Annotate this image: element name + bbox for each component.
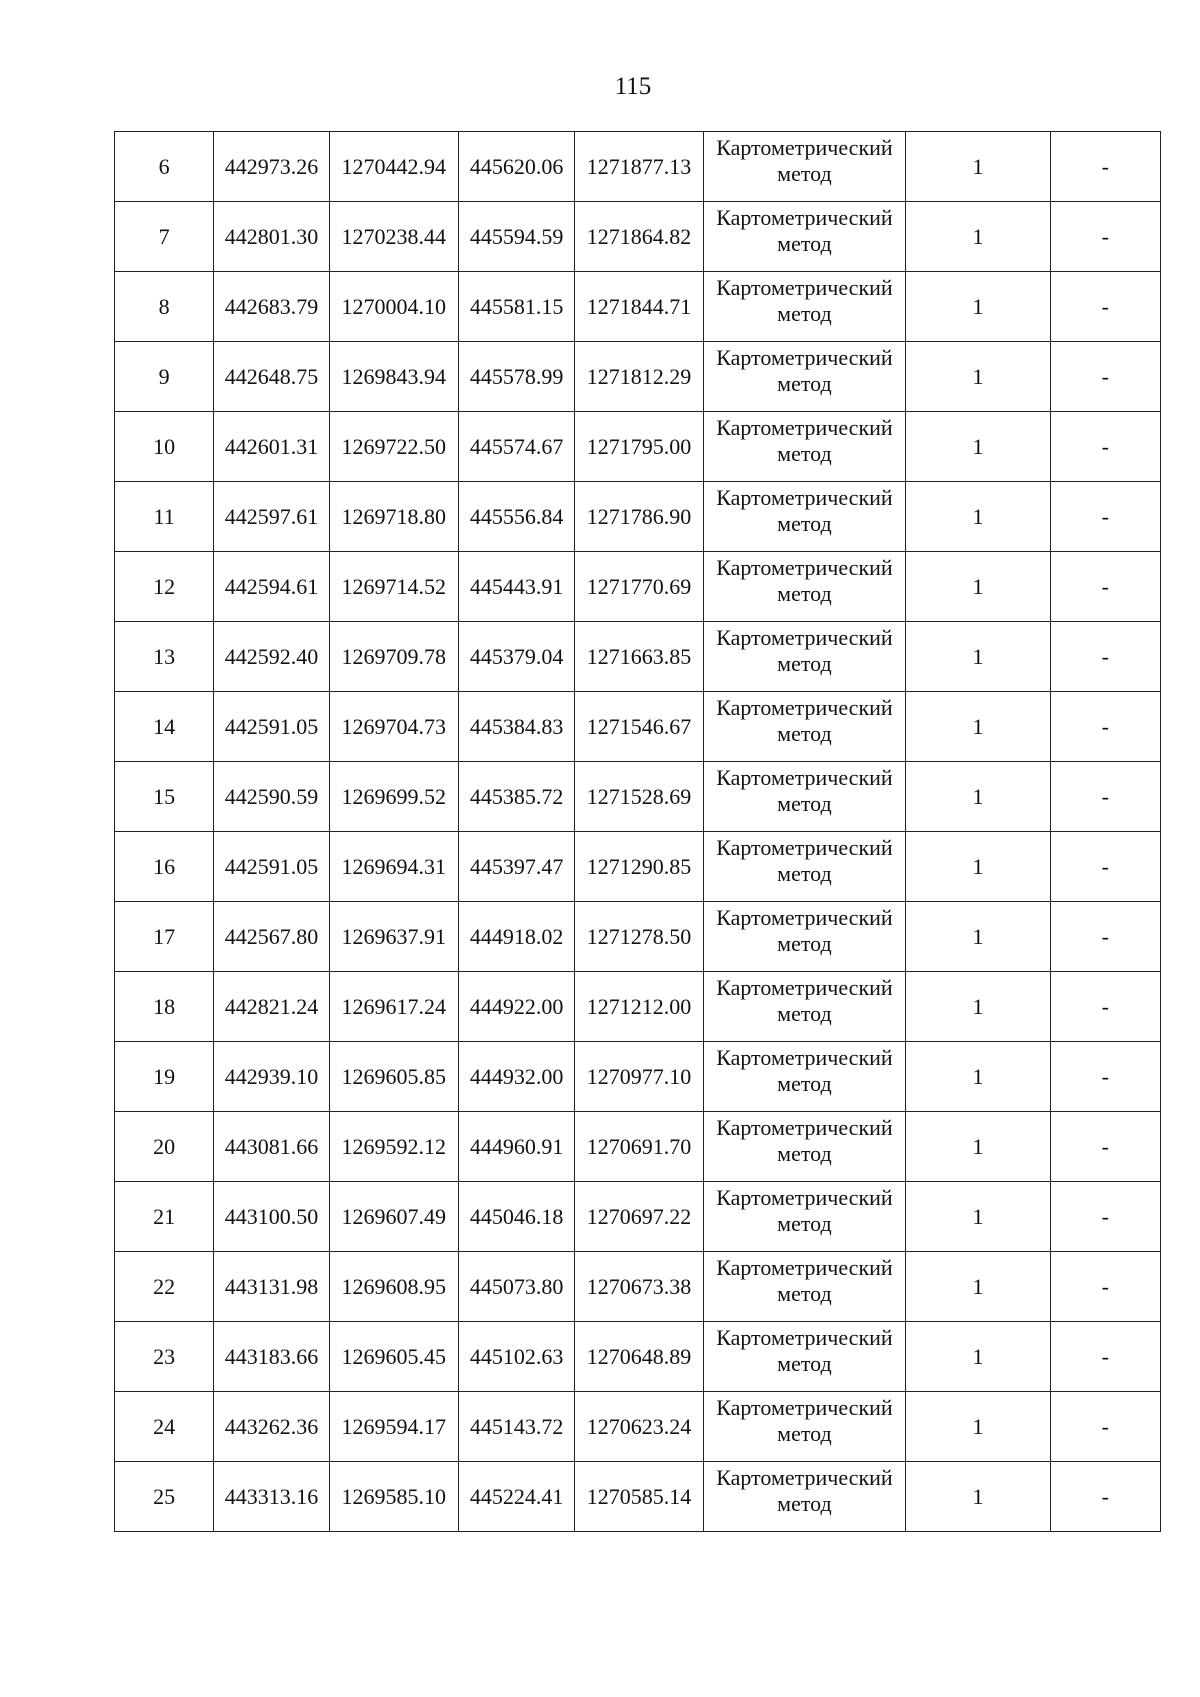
y2-coordinate-cell: 1271864.82: [575, 202, 703, 272]
table-row: [115, 1392, 1161, 1462]
method-cell: [703, 622, 906, 692]
table-row: [115, 1042, 1161, 1112]
table-row: [115, 832, 1161, 902]
accuracy-cell: 1: [906, 1462, 1050, 1532]
x2-coordinate-cell: 445620.06: [458, 132, 574, 202]
y1-coordinate-cell: 1269617.24: [329, 972, 458, 1042]
x2-coordinate-cell: 445224.41: [458, 1462, 574, 1532]
method-cell: [703, 1252, 906, 1322]
accuracy-cell: 1: [906, 1042, 1050, 1112]
x1-coordinate-cell: 443131.98: [214, 1252, 329, 1322]
x2-coordinate-cell: 445046.18: [458, 1182, 574, 1252]
point-number-cell: 10: [115, 412, 214, 482]
method-line-1: Картометрический: [716, 135, 893, 160]
accuracy-cell: 1: [906, 1182, 1050, 1252]
y2-coordinate-cell: 1271795.00: [575, 412, 703, 482]
x1-coordinate-cell: 443081.66: [214, 1112, 329, 1182]
method-line-1: Картометрический: [716, 1325, 893, 1350]
point-number-cell: 16: [115, 832, 214, 902]
method-line-2: метод: [777, 1351, 832, 1376]
x2-coordinate-cell: 445574.67: [458, 412, 574, 482]
table-row: [115, 272, 1161, 342]
method-line-1: Картометрический: [716, 1115, 893, 1140]
x2-coordinate-cell: 445578.99: [458, 342, 574, 412]
x1-coordinate-cell: 443262.36: [214, 1392, 329, 1462]
method-line-1: Картометрический: [716, 275, 893, 300]
method-line-1: Картометрический: [716, 1255, 893, 1280]
y2-coordinate-cell: 1271528.69: [575, 762, 703, 832]
method-line-2: метод: [777, 721, 832, 746]
x1-coordinate-cell: 442973.26: [214, 132, 329, 202]
x1-coordinate-cell: 442597.61: [214, 482, 329, 552]
x2-coordinate-cell: 445556.84: [458, 482, 574, 552]
y2-coordinate-cell: 1271278.50: [575, 902, 703, 972]
note-cell: -: [1050, 202, 1160, 272]
method-cell: [703, 272, 906, 342]
accuracy-cell: 1: [906, 972, 1050, 1042]
y1-coordinate-cell: 1269605.45: [329, 1322, 458, 1392]
table-row: [115, 902, 1161, 972]
note-cell: -: [1050, 972, 1160, 1042]
method-line-1: Картометрический: [716, 485, 893, 510]
method-line-1: Картометрический: [716, 555, 893, 580]
x2-coordinate-cell: 445384.83: [458, 692, 574, 762]
method-line-2: метод: [777, 441, 832, 466]
method-cell: [703, 342, 906, 412]
y1-coordinate-cell: 1269718.80: [329, 482, 458, 552]
point-number-cell: 21: [115, 1182, 214, 1252]
accuracy-cell: 1: [906, 342, 1050, 412]
y1-coordinate-cell: 1270238.44: [329, 202, 458, 272]
method-cell: [703, 1462, 906, 1532]
table-row: [115, 1322, 1161, 1392]
method-cell: [703, 762, 906, 832]
y2-coordinate-cell: 1271786.90: [575, 482, 703, 552]
accuracy-cell: 1: [906, 1252, 1050, 1322]
x1-coordinate-cell: 442591.05: [214, 692, 329, 762]
method-line-2: метод: [777, 1281, 832, 1306]
note-cell: -: [1050, 832, 1160, 902]
method-cell: [703, 1322, 906, 1392]
method-line-1: Картометрический: [716, 345, 893, 370]
y1-coordinate-cell: 1269594.17: [329, 1392, 458, 1462]
point-number-cell: 6: [115, 132, 214, 202]
x2-coordinate-cell: 444918.02: [458, 902, 574, 972]
point-number-cell: 13: [115, 622, 214, 692]
point-number-cell: 22: [115, 1252, 214, 1322]
accuracy-cell: 1: [906, 272, 1050, 342]
method-line-2: метод: [777, 1421, 832, 1446]
point-number-cell: 7: [115, 202, 214, 272]
accuracy-cell: 1: [906, 412, 1050, 482]
table-row: [115, 1252, 1161, 1322]
point-number-cell: 12: [115, 552, 214, 622]
y2-coordinate-cell: 1271877.13: [575, 132, 703, 202]
table-row: [115, 692, 1161, 762]
x2-coordinate-cell: 445385.72: [458, 762, 574, 832]
method-cell: [703, 832, 906, 902]
x2-coordinate-cell: 445443.91: [458, 552, 574, 622]
x2-coordinate-cell: 444932.00: [458, 1042, 574, 1112]
point-number-cell: 20: [115, 1112, 214, 1182]
accuracy-cell: 1: [906, 482, 1050, 552]
accuracy-cell: 1: [906, 762, 1050, 832]
x1-coordinate-cell: 442801.30: [214, 202, 329, 272]
method-cell: [703, 552, 906, 622]
note-cell: -: [1050, 902, 1160, 972]
point-number-cell: 25: [115, 1462, 214, 1532]
method-line-1: Картометрический: [716, 415, 893, 440]
x1-coordinate-cell: 443183.66: [214, 1322, 329, 1392]
method-line-2: метод: [777, 161, 832, 186]
point-number-cell: 14: [115, 692, 214, 762]
x1-coordinate-cell: 443313.16: [214, 1462, 329, 1532]
note-cell: -: [1050, 1322, 1160, 1392]
y1-coordinate-cell: 1269694.31: [329, 832, 458, 902]
x1-coordinate-cell: 442939.10: [214, 1042, 329, 1112]
x1-coordinate-cell: 442821.24: [214, 972, 329, 1042]
method-line-2: метод: [777, 651, 832, 676]
point-number-cell: 18: [115, 972, 214, 1042]
y1-coordinate-cell: 1269704.73: [329, 692, 458, 762]
point-number-cell: 9: [115, 342, 214, 412]
note-cell: -: [1050, 1462, 1160, 1532]
method-line-2: метод: [777, 861, 832, 886]
method-cell: [703, 132, 906, 202]
method-line-1: Картометрический: [716, 765, 893, 790]
x2-coordinate-cell: 445143.72: [458, 1392, 574, 1462]
method-cell: [703, 972, 906, 1042]
note-cell: -: [1050, 482, 1160, 552]
accuracy-cell: 1: [906, 202, 1050, 272]
method-line-2: метод: [777, 1071, 832, 1096]
y1-coordinate-cell: 1269699.52: [329, 762, 458, 832]
method-cell: [703, 202, 906, 272]
method-line-1: Картометрический: [716, 1185, 893, 1210]
point-number-cell: 11: [115, 482, 214, 552]
x1-coordinate-cell: 442594.61: [214, 552, 329, 622]
accuracy-cell: 1: [906, 1392, 1050, 1462]
method-line-2: метод: [777, 371, 832, 396]
table-row: [115, 1462, 1161, 1532]
x1-coordinate-cell: 442683.79: [214, 272, 329, 342]
note-cell: -: [1050, 1042, 1160, 1112]
table-row: [115, 132, 1161, 202]
accuracy-cell: 1: [906, 692, 1050, 762]
table-row: [115, 1112, 1161, 1182]
x2-coordinate-cell: 445594.59: [458, 202, 574, 272]
y1-coordinate-cell: 1269722.50: [329, 412, 458, 482]
y1-coordinate-cell: 1269592.12: [329, 1112, 458, 1182]
y2-coordinate-cell: 1270691.70: [575, 1112, 703, 1182]
accuracy-cell: 1: [906, 622, 1050, 692]
point-number-cell: 24: [115, 1392, 214, 1462]
method-line-1: Картометрический: [716, 835, 893, 860]
method-cell: [703, 1112, 906, 1182]
method-cell: [703, 692, 906, 762]
y1-coordinate-cell: 1269637.91: [329, 902, 458, 972]
x2-coordinate-cell: 445379.04: [458, 622, 574, 692]
table-row: [115, 342, 1161, 412]
x2-coordinate-cell: 445073.80: [458, 1252, 574, 1322]
table-row: [115, 762, 1161, 832]
y1-coordinate-cell: 1269605.85: [329, 1042, 458, 1112]
y2-coordinate-cell: 1270977.10: [575, 1042, 703, 1112]
x1-coordinate-cell: 442601.31: [214, 412, 329, 482]
method-line-2: метод: [777, 1141, 832, 1166]
y1-coordinate-cell: 1270442.94: [329, 132, 458, 202]
table-row: [115, 622, 1161, 692]
method-cell: [703, 1182, 906, 1252]
y2-coordinate-cell: 1271663.85: [575, 622, 703, 692]
y2-coordinate-cell: 1271212.00: [575, 972, 703, 1042]
point-number-cell: 17: [115, 902, 214, 972]
note-cell: -: [1050, 272, 1160, 342]
coordinates-table-body: [115, 132, 1161, 1532]
y2-coordinate-cell: 1271770.69: [575, 552, 703, 622]
note-cell: -: [1050, 1112, 1160, 1182]
y1-coordinate-cell: 1270004.10: [329, 272, 458, 342]
x1-coordinate-cell: 443100.50: [214, 1182, 329, 1252]
method-line-1: Картометрический: [716, 1395, 893, 1420]
table-row: [115, 1182, 1161, 1252]
table-row: [115, 412, 1161, 482]
y2-coordinate-cell: 1270648.89: [575, 1322, 703, 1392]
method-cell: [703, 1042, 906, 1112]
y2-coordinate-cell: 1271546.67: [575, 692, 703, 762]
point-number-cell: 23: [115, 1322, 214, 1392]
x1-coordinate-cell: 442648.75: [214, 342, 329, 412]
accuracy-cell: 1: [906, 902, 1050, 972]
y2-coordinate-cell: 1271844.71: [575, 272, 703, 342]
method-line-2: метод: [777, 791, 832, 816]
note-cell: -: [1050, 552, 1160, 622]
y2-coordinate-cell: 1270585.14: [575, 1462, 703, 1532]
y1-coordinate-cell: 1269607.49: [329, 1182, 458, 1252]
y2-coordinate-cell: 1270623.24: [575, 1392, 703, 1462]
accuracy-cell: 1: [906, 132, 1050, 202]
method-line-2: метод: [777, 1211, 832, 1236]
y1-coordinate-cell: 1269585.10: [329, 1462, 458, 1532]
y2-coordinate-cell: 1270673.38: [575, 1252, 703, 1322]
method-line-2: метод: [777, 1491, 832, 1516]
method-line-2: метод: [777, 931, 832, 956]
method-line-1: Картометрический: [716, 905, 893, 930]
method-line-1: Картометрический: [716, 625, 893, 650]
page-number: 115: [614, 73, 652, 100]
method-line-2: метод: [777, 301, 832, 326]
point-number-cell: 8: [115, 272, 214, 342]
method-cell: [703, 412, 906, 482]
y1-coordinate-cell: 1269608.95: [329, 1252, 458, 1322]
y1-coordinate-cell: 1269709.78: [329, 622, 458, 692]
note-cell: -: [1050, 412, 1160, 482]
table-row: [115, 972, 1161, 1042]
x2-coordinate-cell: 445397.47: [458, 832, 574, 902]
method-line-1: Картометрический: [716, 1465, 893, 1490]
method-line-2: метод: [777, 231, 832, 256]
method-cell: [703, 1392, 906, 1462]
x2-coordinate-cell: 444922.00: [458, 972, 574, 1042]
accuracy-cell: 1: [906, 1322, 1050, 1392]
note-cell: -: [1050, 1182, 1160, 1252]
method-line-1: Картометрический: [716, 205, 893, 230]
accuracy-cell: 1: [906, 1112, 1050, 1182]
note-cell: -: [1050, 1392, 1160, 1462]
note-cell: -: [1050, 692, 1160, 762]
x1-coordinate-cell: 442592.40: [214, 622, 329, 692]
method-line-1: Картометрический: [716, 695, 893, 720]
accuracy-cell: 1: [906, 832, 1050, 902]
accuracy-cell: 1: [906, 552, 1050, 622]
note-cell: -: [1050, 132, 1160, 202]
y1-coordinate-cell: 1269714.52: [329, 552, 458, 622]
coordinates-table: [114, 131, 1161, 1532]
method-cell: [703, 902, 906, 972]
table-row: [115, 202, 1161, 272]
y2-coordinate-cell: 1270697.22: [575, 1182, 703, 1252]
note-cell: -: [1050, 342, 1160, 412]
note-cell: -: [1050, 1252, 1160, 1322]
method-line-1: Картометрический: [716, 975, 893, 1000]
method-line-2: метод: [777, 581, 832, 606]
note-cell: -: [1050, 762, 1160, 832]
y2-coordinate-cell: 1271812.29: [575, 342, 703, 412]
point-number-cell: 19: [115, 1042, 214, 1112]
method-line-1: Картометрический: [716, 1045, 893, 1070]
method-line-2: метод: [777, 1001, 832, 1026]
point-number-cell: 15: [115, 762, 214, 832]
method-cell: [703, 482, 906, 552]
x1-coordinate-cell: 442591.05: [214, 832, 329, 902]
table-row: [115, 482, 1161, 552]
method-line-2: метод: [777, 511, 832, 536]
x2-coordinate-cell: 445102.63: [458, 1322, 574, 1392]
y2-coordinate-cell: 1271290.85: [575, 832, 703, 902]
x2-coordinate-cell: 445581.15: [458, 272, 574, 342]
table-row: [115, 552, 1161, 622]
y1-coordinate-cell: 1269843.94: [329, 342, 458, 412]
x1-coordinate-cell: 442590.59: [214, 762, 329, 832]
x1-coordinate-cell: 442567.80: [214, 902, 329, 972]
x2-coordinate-cell: 444960.91: [458, 1112, 574, 1182]
note-cell: -: [1050, 622, 1160, 692]
